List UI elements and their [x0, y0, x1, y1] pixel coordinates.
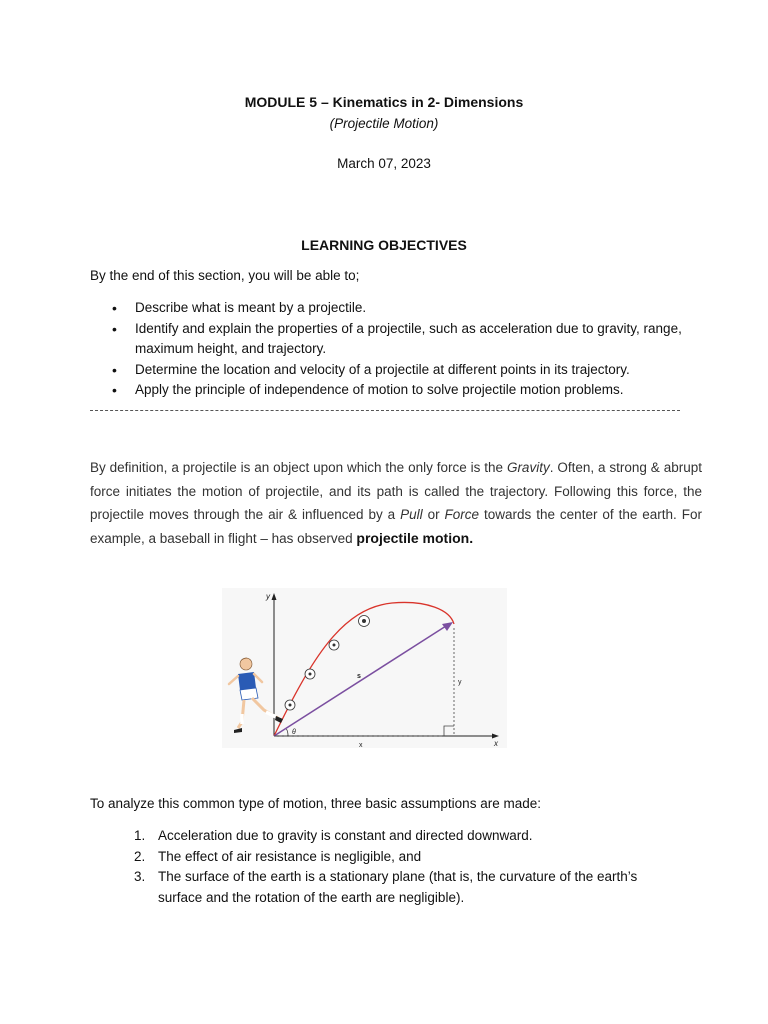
assumptions-list [90, 826, 680, 908]
gravity-term: Gravity [506, 460, 550, 475]
assumption-number: 1. [134, 828, 146, 843]
ball-icon [305, 669, 315, 679]
ball-icon [329, 640, 339, 650]
definition-text: . Often, a strong & abrupt force initiates the motion of projectile, and its path is called the trajectory. Following this force, the projectile moves through the air & influenced by a [90, 460, 702, 522]
objectives-list [90, 298, 710, 401]
assumptions-intro: To analyze this common type of motion, three basic assumptions are made: [90, 796, 541, 811]
pull-term: Pull [400, 507, 423, 522]
assumption-number: 2. [134, 848, 146, 864]
assumption-item [90, 867, 680, 908]
y-axis-label: y [266, 592, 270, 601]
projectile-motion-figure [222, 588, 507, 748]
module-title: MODULE 5 – Kinematics in 2- Dimensions [244, 94, 524, 110]
module-subtitle: (Projectile Motion) [329, 116, 439, 131]
ball-icon [359, 616, 370, 627]
assumption-text: The surface of the earth is a stationary plane (that is, the curvature of the earth’s surface and the rotation of the earth are negligible). [158, 869, 638, 905]
x-component-label: x [359, 742, 363, 748]
theta-label: θ [292, 729, 296, 736]
s-label: s [357, 673, 361, 680]
objective-item: • Describe what is meant by a projectile. [90, 298, 710, 319]
assumption-text: The effect of air resistance is negligible, and [158, 848, 422, 864]
assumption-item [90, 826, 680, 847]
assumption-number: 3. [134, 869, 146, 884]
ball-icon [285, 700, 295, 710]
objectives-intro: By the end of this section, you will be able to; [90, 268, 360, 283]
assumption-text: Acceleration due to gravity is constant and directed downward. [158, 828, 533, 843]
definition-text: towards the center of the earth. For example, a baseball in flight – has observed [90, 507, 703, 546]
definition-paragraph [90, 456, 702, 550]
dashed-divider [90, 410, 680, 411]
x-axis-label: x [494, 739, 498, 748]
force-term: Force [444, 507, 480, 522]
objectives-heading: LEARNING OBJECTIVES [301, 237, 467, 253]
objective-item: • Apply the principle of independence of motion to solve projectile motion problems. [90, 380, 710, 401]
document-date: March 07, 2023 [337, 156, 431, 171]
objective-item: • Determine the location and velocity of a projectile at different points in its trajectory. [90, 360, 710, 381]
definition-text: By definition, a projectile is an object upon which the only force is the [90, 460, 507, 475]
projectile-motion-emphasis: projectile motion. [356, 529, 474, 546]
assumption-item [90, 847, 680, 868]
definition-text: or [422, 507, 445, 522]
objective-item: • Identify and explain the properties of a projectile, such as acceleration due to gravity, range, maximum height, and trajectory. [90, 319, 710, 360]
y-component-label: y [458, 679, 462, 686]
